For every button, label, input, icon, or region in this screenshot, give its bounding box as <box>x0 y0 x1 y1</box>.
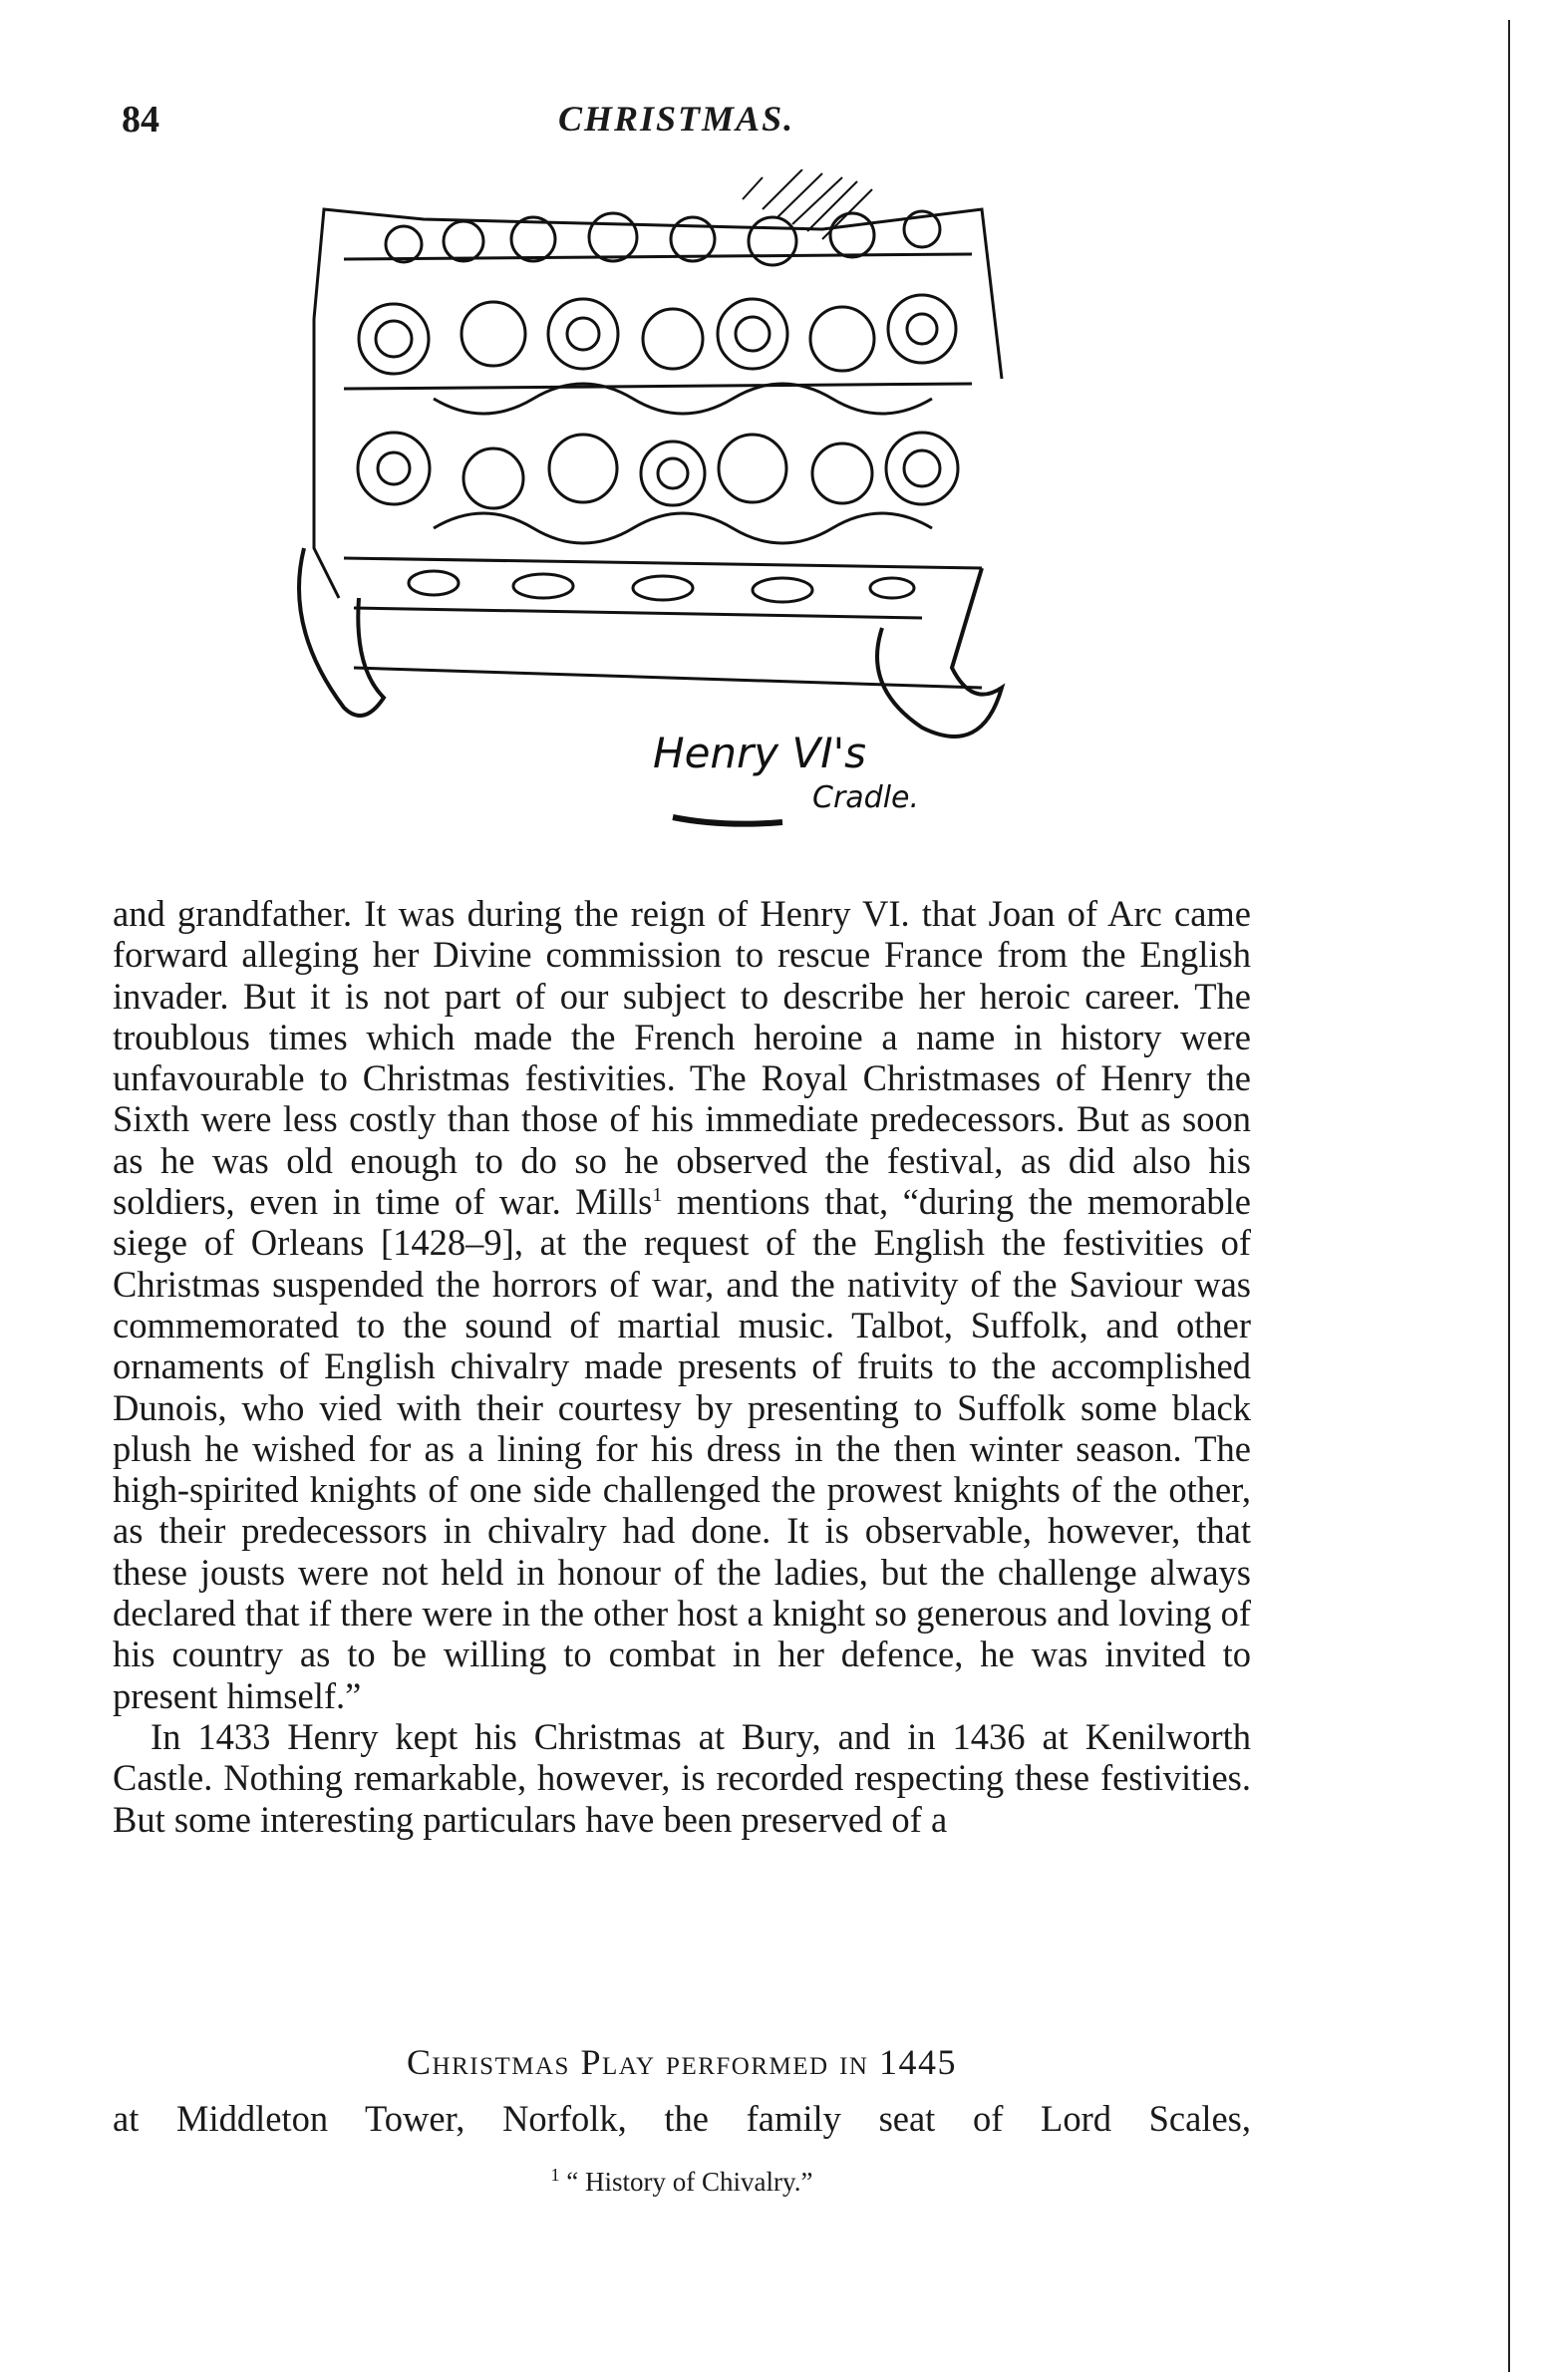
footnote-reference: 1 <box>652 1183 663 1206</box>
page-number: 84 <box>122 99 159 141</box>
caption-line-1: Henry VI's <box>653 729 867 777</box>
running-title: CHRISTMAS. <box>558 99 795 139</box>
scrollwork-main <box>358 295 958 543</box>
right-rocker <box>877 568 1002 737</box>
paragraph-1-part-b: mentions that, “during the memorable siege of Orleans [1428–9], at the request of the English the festivities of Christmas suspended the horrors of war, and the nativity of the Saviour was commemorated to the sound of martial music. Talbot, Suffolk, and other ornaments of English chivalry made presents of fruits to the accomplished Dunois, who vied with their courtesy by presenting to Suffolk some black plush he wished for as a lining for his dress in the then winter season. The high-spirited knights of one side challenged the prowest knights of the other, as their predecessors in chivalry had done. It is observable, however, that these jousts were not held in honour of the ladies, but the challenge always declared that if there were in the other host a knight so generous and loving of his country as to be willing to combat in her defence, he was invited to present himself.” <box>113 1181 1252 1716</box>
section-continuation: at Middleton Tower, Norfolk, the family seat of Lord Scales, <box>113 2098 1251 2139</box>
section-heading: Christmas Play performed in 1445 <box>407 2042 957 2082</box>
footnote <box>113 2165 1251 2198</box>
left-rocker <box>299 548 384 716</box>
paragraph-1 <box>113 893 1251 1716</box>
footnote-marker: 1 <box>550 2165 560 2185</box>
paragraph-1-part-a: and grandfather. It was during the reign of Henry VI. that Joan of Arc came forward alleging her Divine commission to rescue France from the English invader. But it is not part of our subject to describe her heroic career. The troublous times which made the French heroine a name in history were unfavourable to Christmas festivities. The Royal Christmases of Henry the Sixth were less costly than those of his immediate predecessors. But as soon as he was old enough to do so he observed the festival, as did also his soldiers, even in time of war. Mills <box>113 893 1251 1223</box>
caption-line-2: Cradle. <box>812 780 920 815</box>
paragraph-2: In 1433 Henry kept his Christmas at Bury, and in 1436 at Kenilworth Castle. Nothing remarkable, however, is recorded respecting these festivities. But some interesting particulars have been preserved of a <box>113 1715 1251 1840</box>
cradle-lower-band <box>344 558 982 568</box>
cradle-upper-band <box>344 254 972 259</box>
page-edge-rule <box>1508 20 1510 2372</box>
cradle-illustration <box>284 169 1111 837</box>
cradle-caption <box>653 729 919 824</box>
cradle-left-end <box>314 319 339 598</box>
base-rail <box>354 668 982 688</box>
footnote-text: “ History of Chivalry.” <box>559 2167 813 2197</box>
cradle-bottom-band <box>354 608 922 618</box>
scrollwork-lower <box>409 571 914 602</box>
cradle-middle-band <box>344 384 972 389</box>
body-text <box>113 893 1251 1840</box>
